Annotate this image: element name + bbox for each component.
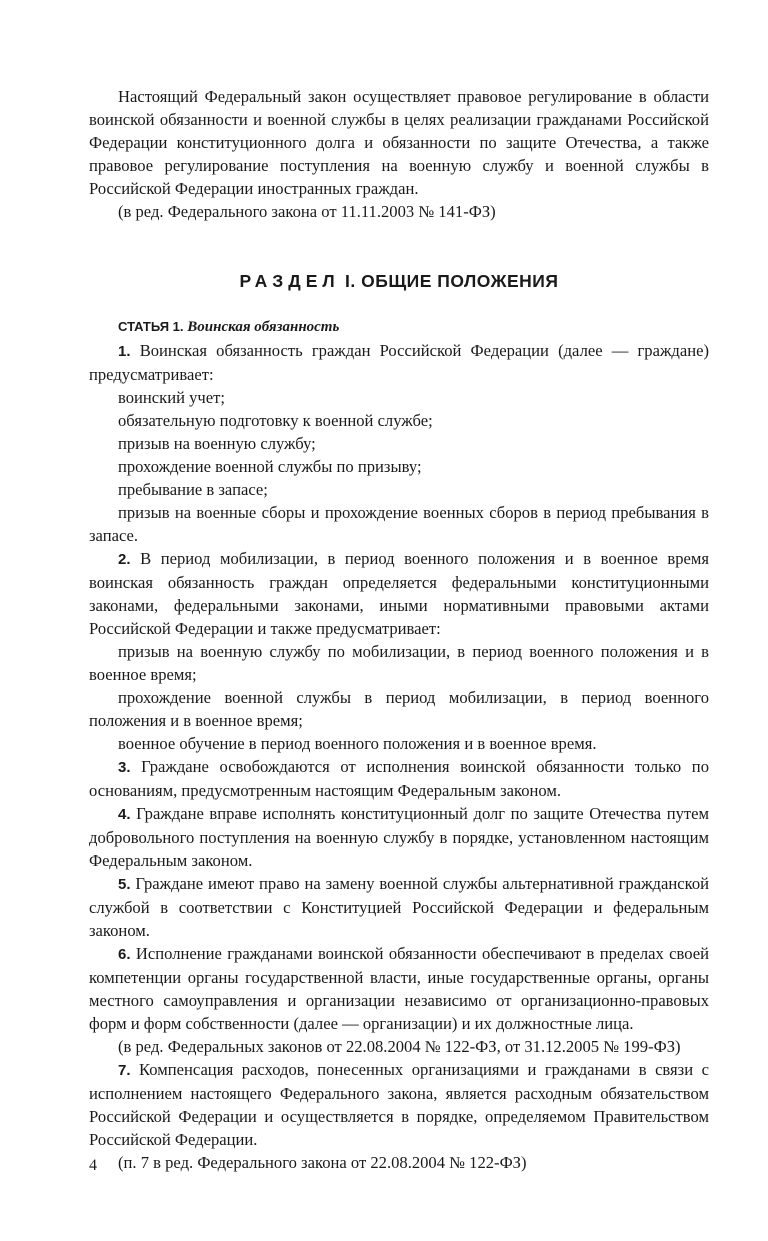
clause-number: 4. xyxy=(118,806,131,823)
list-item: обязательную подготовку к военной службе; xyxy=(118,411,433,430)
clause-number: 6. xyxy=(118,946,131,963)
clause-text: Исполнение гражданами воинской обязанности обеспечивают в пределах своей компетенции органы государственной власти, иные государственные органы, органы местного самоуправления и организации независимо от организационно-правовых форм и форм собственности (далее — организации) и их должностные лица. xyxy=(89,944,710,1033)
clause-number: 1. xyxy=(118,343,131,360)
section-title: I. ОБЩИЕ ПОЛОЖЕНИЯ xyxy=(345,271,559,291)
list-item: прохождение военной службы в период мобилизации, в период военного положения и в военное время; xyxy=(89,688,709,730)
clause-3 xyxy=(89,755,709,802)
amendment-note: (в ред. Федеральных законов от 22.08.2004 № 122-ФЗ, от 31.12.2005 № 199-ФЗ) xyxy=(118,1037,681,1056)
clause-number: 2. xyxy=(118,551,131,568)
clause-text: Граждане освобождаются от исполнения воинской обязанности только по основаниям, предусмотренным настоящим Федеральным законом. xyxy=(89,757,709,800)
clause-text: Компенсация расходов, понесенных организациями и гражданами в связи с исполнением настоящего Федерального закона, является расходным обязательством Российской Федерации и осуществляется в порядке, определяемом Правительством Российской Федерации. xyxy=(89,1060,709,1149)
clause-5 xyxy=(89,872,709,942)
clause-text: В период мобилизации, в период военного положения и в военное время воинская обязанность граждан определяется федеральными конституционными законами, федеральными законами, иными нормативными правовыми актами Российской Федерации и также предусматривает: xyxy=(89,549,710,638)
list-item: пребывание в запасе; xyxy=(118,480,268,499)
clause-1 xyxy=(89,339,709,386)
amendment-note: (п. 7 в ред. Федерального закона от 22.08.2004 № 122-ФЗ) xyxy=(118,1153,527,1172)
clause-2 xyxy=(89,547,709,640)
article-label: СТАТЬЯ 1. xyxy=(118,319,184,334)
article-name: Воинская обязанность xyxy=(187,319,340,335)
article-title xyxy=(89,315,709,339)
clause-4 xyxy=(89,802,709,872)
section-word: РАЗДЕЛ xyxy=(239,271,340,291)
clause-text: Граждане вправе исполнять конституционный долг по защите Отечества путем добровольного поступления на военную службу в порядке, установленном настоящим Федеральным законом. xyxy=(89,804,709,870)
clause-6 xyxy=(89,942,709,1035)
list-item: воинский учет; xyxy=(118,388,225,407)
list-item: призыв на военную службу; xyxy=(118,434,316,453)
document-body xyxy=(89,85,709,1174)
clause-number: 7. xyxy=(118,1062,131,1079)
list-item: призыв на военную службу по мобилизации, в период военного положения и в военное время; xyxy=(89,642,709,684)
clause-text: Граждане имеют право на замену военной службы альтернативной гражданской службой в соответствии с Конституцией Российской Федерации и федеральным законом. xyxy=(89,874,709,940)
list-item: призыв на военные сборы и прохождение военных сборов в период пребывания в запасе. xyxy=(89,503,709,545)
list-item: военное обучение в период военного положения и в военное время. xyxy=(118,734,597,753)
intro-paragraph: Настоящий Федеральный закон осуществляет правовое регулирование в области воинской обязанности и военной службы в целях реализации гражданами Российской Федерации конституционного долга и обязанности по защите Отечества, а также правовое регулирование поступления на военную службу и военной службы в Российской Федерации иностранных граждан. xyxy=(89,87,709,198)
section-heading xyxy=(89,270,709,293)
clause-number: 5. xyxy=(118,876,131,893)
amendment-note: (в ред. Федерального закона от 11.11.2003 № 141-ФЗ) xyxy=(118,202,496,221)
clause-number: 3. xyxy=(118,759,131,776)
list-item: прохождение военной службы по призыву; xyxy=(118,457,422,476)
page-number: 4 xyxy=(89,1157,97,1174)
clause-text: Воинская обязанность граждан Российской Федерации (далее — граждане) предусматривает: xyxy=(89,341,710,384)
clause-7 xyxy=(89,1058,709,1151)
